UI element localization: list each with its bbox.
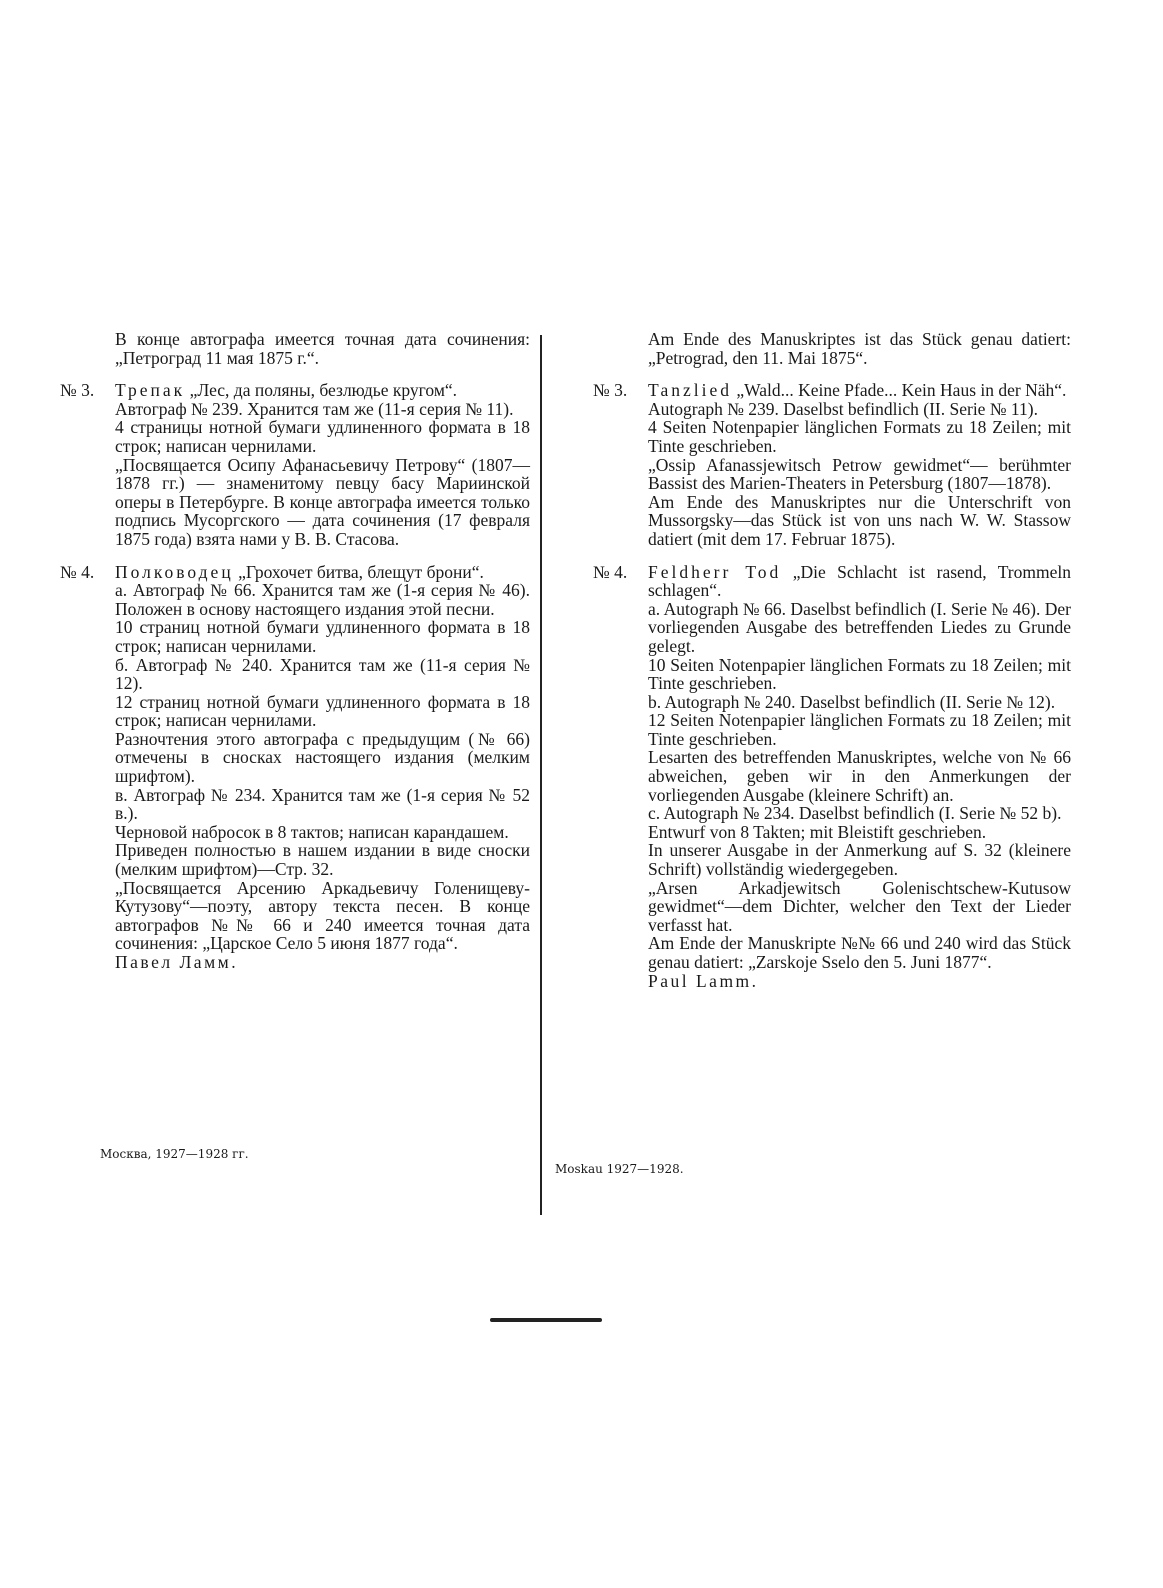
entry-heading xyxy=(115,563,530,582)
entry-line: в. Автограф № 234. Хранится там же (1-я серия № 52 в.). xyxy=(115,784,530,824)
entry-line: 10 Seiten Notenpapier länglichen Formats zu 18 Zeilen; mit Tinte geschrieben. xyxy=(648,654,1071,694)
intro-paragraph: В конце автографа имеется точная дата сочинения: „Петроград 11 мая 1875 г.“. xyxy=(115,329,530,368)
entry-number: № 3. xyxy=(60,380,95,401)
entry-line: 10 страниц нотной бумаги удлиненного формата в 18 строк; написан чернилами. xyxy=(115,617,530,656)
song-title: Tanzlied xyxy=(648,380,732,401)
entry-line: b. Autograph № 240. Daselbst befindlich (II. Serie № 12). xyxy=(648,691,1056,712)
entry-line: Entwurf von 8 Takten; mit Bleistift geschrieben. xyxy=(648,821,987,842)
entry-line: Am Ende des Manuskriptes nur die Unterschrift von Mussorgsky—das Stück ist von uns nach W. W. Stassow datiert (mit dem 17. Februar 1875). xyxy=(648,491,1071,549)
entry-line: „Arsen Arkadjewitsch Golenischtschew-Kutusow gewidmet“—dem Dichter, welcher den Text der Lieder verfasst hat. xyxy=(648,877,1071,935)
entry-heading xyxy=(648,381,1071,400)
entry-line: 12 Seiten Notenpapier länglichen Formats zu 18 Zeilen; mit Tinte geschrieben. xyxy=(648,710,1071,749)
entry-number: № 4. xyxy=(593,561,628,582)
entry-line: Черновой набросок в 8 тактов; написан карандашем. xyxy=(115,821,509,842)
song-first-line: „Wald... Keine Pfade... Kein Haus in der Näh“. xyxy=(736,380,1067,401)
entry-4 xyxy=(593,563,1071,991)
entry-line: а. Автограф № 66. Хранится там же (1-я серия № 46). Положен в основу настоящего издания этой песни. xyxy=(115,580,530,619)
end-ornament-rule xyxy=(490,1318,602,1322)
entry-heading xyxy=(115,381,530,400)
place-date: Москва, 1927—1928 гг. xyxy=(100,1147,249,1161)
right-column-german xyxy=(555,329,1071,1176)
entry-line: б. Автограф № 240. Хранится там же (11-я серия № 12). xyxy=(115,654,530,694)
entry-line: „Посвящается Арсению Аркадьевичу Голенищеву-Кутузову“—поэту, автору текста песен. В конце автографов №№ 66 и 240 имеется точная дата сочинения: „Царское Село 5 июня 1877 года“. xyxy=(115,877,530,954)
entry-line: Am Ende der Manuskripte №№ 66 und 240 wird das Stück genau datiert: „Zarskoje Sselo den 5. Juni 1877“. xyxy=(648,933,1071,972)
entry-line: Autograph № 239. Daselbst befindlich (II. Serie № 11). xyxy=(648,398,1038,419)
entry-line: 4 страницы нотной бумаги удлиненного формата в 18 строк; написан чернилами. xyxy=(115,417,530,456)
left-column-russian xyxy=(60,329,530,1161)
entry-heading xyxy=(648,563,1071,600)
entry-line: a. Autograph № 66. Daselbst befindlich (I. Serie № 46). Der vorliegenden Ausgabe des betreffenden Liedes zu Grunde gelegt. xyxy=(648,598,1071,656)
entry-3 xyxy=(60,381,530,548)
song-title: Полководец xyxy=(115,561,234,582)
song-first-line: „Лес, да поляны, безлюдье кругом“. xyxy=(189,380,458,401)
entry-line: c. Autograph № 234. Daselbst befindlich (I. Serie № 52 b). xyxy=(648,803,1062,824)
column-divider xyxy=(540,335,542,1215)
place-date: Moskau 1927—1928. xyxy=(555,1162,684,1176)
signature: Paul Lamm. xyxy=(648,970,759,991)
signature: Павел Ламм. xyxy=(115,952,239,972)
entry-3 xyxy=(593,381,1071,548)
entry-line: „Посвящается Осипу Афанасьевичу Петрову“ (1807—1878 гг.) — знаменитому певцу басу Мариинской оперы в Петербурге. В конце автографа имеется только подпись Мусоргского — дата сочинения (17 февраля 1875 года) взята нами у В. В. Стасова. xyxy=(115,454,530,549)
entry-line: Автограф № 239. Хранится там же (11-я серия № 11). xyxy=(115,398,514,419)
song-first-line: „Грохочет битва, блещут брони“. xyxy=(238,561,484,582)
entry-line: „Ossip Afanassjewitsch Petrow gewidmet“— berühmter Bassist des Marien-Theaters in Petersburg (1807—1878). xyxy=(648,454,1071,494)
entry-line: Приведен полностью в нашем издании в виде сноски (мелким шрифтом)—Стр. 32. xyxy=(115,840,530,880)
song-title: Трепак xyxy=(115,380,186,401)
entry-line: 12 страниц нотной бумаги удлиненного формата в 18 строк; написан чернилами. xyxy=(115,691,530,731)
song-first-line: „Die Schlacht ist rasend, Trommeln schlagen“. xyxy=(648,561,1071,601)
entry-line: Lesarten des betreffenden Manuskriptes, welche von № 66 abweichen, geben wir in den Anmerkungen der vorliegenden Ausgabe (kleinere Schrift) an. xyxy=(648,747,1071,805)
entry-line: In unserer Ausgabe in der Anmerkung auf S. 32 (kleinere Schrift) vollständig wiedergegeben. xyxy=(648,840,1071,880)
entry-number: № 4. xyxy=(60,561,95,582)
intro-paragraph: Am Ende des Manuskriptes ist das Stück genau datiert: „Petrograd, den 11. Mai 1875“. xyxy=(648,329,1071,368)
entry-line: 4 Seiten Notenpapier länglichen Formats zu 18 Zeilen; mit Tinte geschrieben. xyxy=(648,417,1071,456)
entry-4 xyxy=(60,563,530,972)
entry-number: № 3. xyxy=(593,380,628,401)
song-title: Feldherr Tod xyxy=(648,561,782,582)
entry-line: Разночтения этого автографа с предыдущим (№ 66) отмечены в сносках настоящего издания (мелким шрифтом). xyxy=(115,728,530,787)
